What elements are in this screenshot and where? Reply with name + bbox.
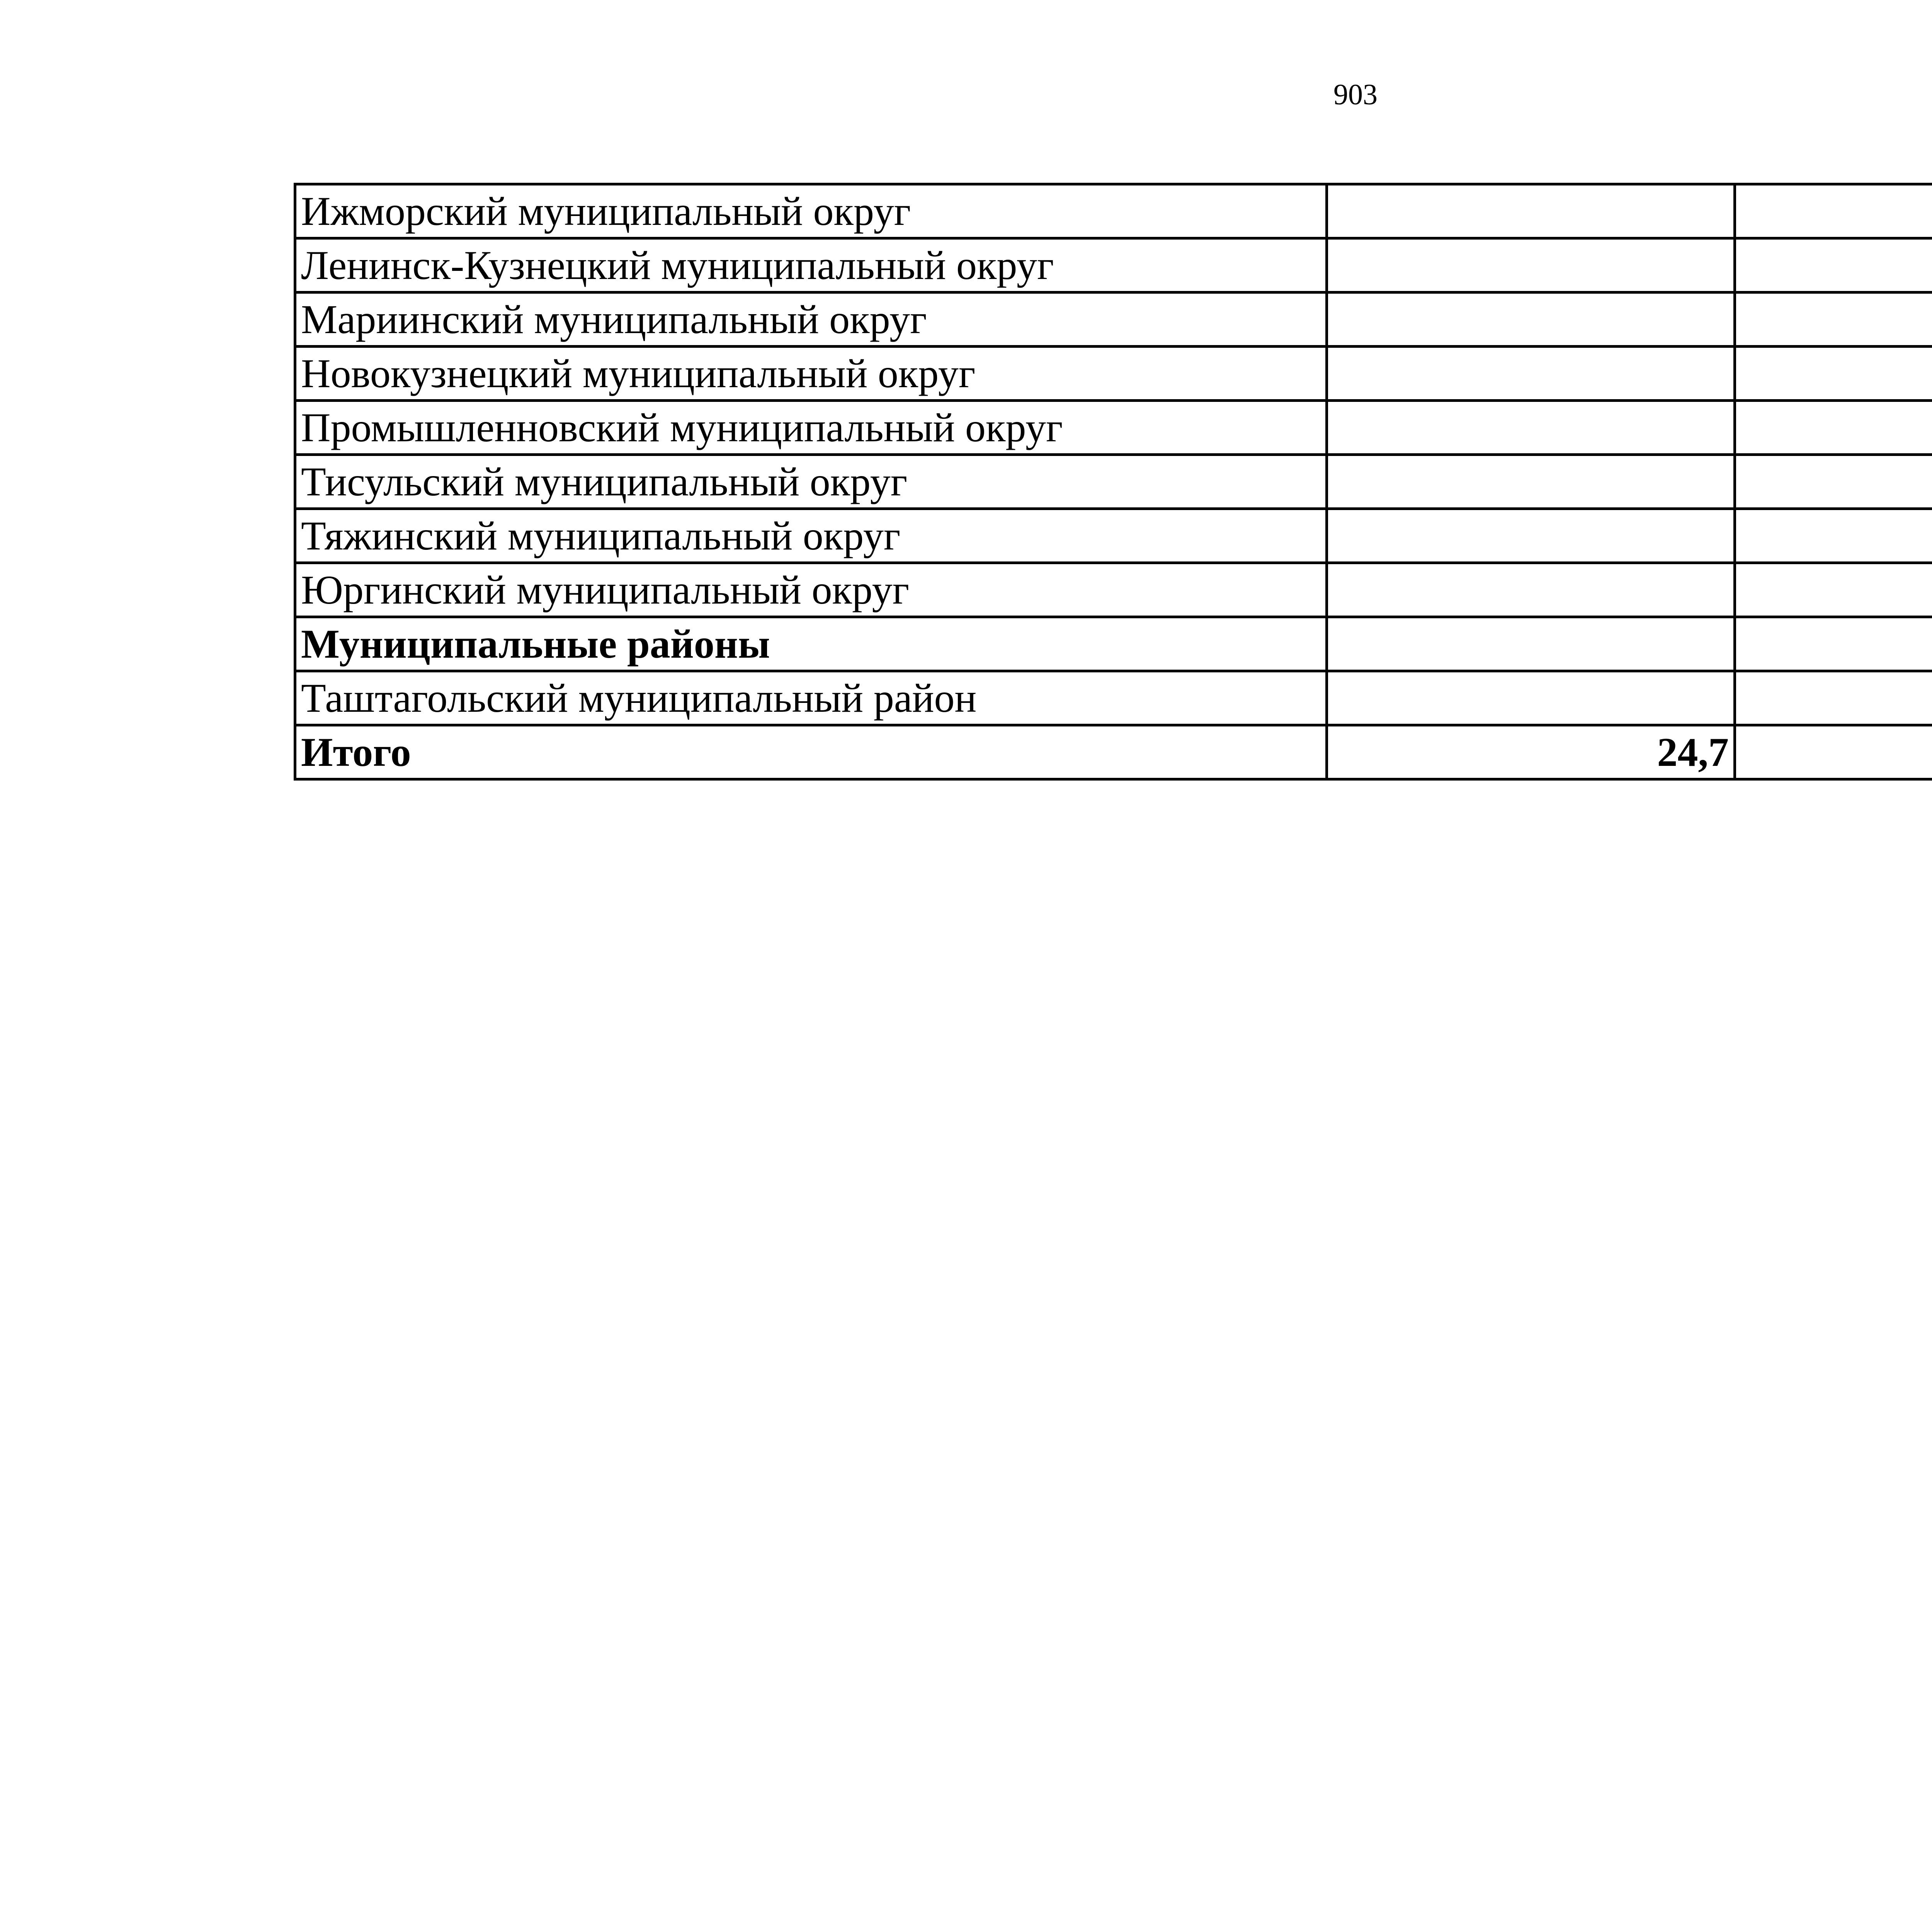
row-name-cell: Тисульский муниципальный округ <box>295 455 1327 509</box>
total-value-cell-2 <box>1735 725 1932 779</box>
data-table <box>294 183 1932 781</box>
table-row <box>295 509 1932 563</box>
table-row <box>295 671 1932 725</box>
value-cell-1 <box>1327 293 1735 347</box>
row-name-cell: Таштагольский муниципальный район <box>295 671 1327 725</box>
value-cell-1 <box>1327 238 1735 293</box>
value-cell-2 <box>1735 509 1932 563</box>
value-cell-2 <box>1735 184 1932 238</box>
row-name-cell: Муниципальные районы <box>295 617 1327 671</box>
value-cell-1 <box>1327 401 1735 455</box>
table-row <box>295 184 1932 238</box>
row-name-cell: Промышленновский муниципальный округ <box>295 401 1327 455</box>
table-row <box>295 563 1932 617</box>
row-name-cell: Юргинский муниципальный округ <box>295 563 1327 617</box>
data-table-container <box>294 183 1932 781</box>
value-cell-1 <box>1327 184 1735 238</box>
table-body <box>295 184 1932 779</box>
value-cell-1 <box>1327 347 1735 401</box>
value-cell-2 <box>1735 563 1932 617</box>
row-name-cell: Ленинск-Кузнецкий муниципальный округ <box>295 238 1327 293</box>
row-name-cell: Мариинский муниципальный округ <box>295 293 1327 347</box>
value-cell-2 <box>1735 455 1932 509</box>
value-cell-1 <box>1327 671 1735 725</box>
value-cell-2 <box>1735 401 1932 455</box>
table-row <box>295 401 1932 455</box>
value-cell-1 <box>1327 617 1735 671</box>
value-cell-1 <box>1327 509 1735 563</box>
table-row <box>295 455 1932 509</box>
value-cell-2 <box>1735 347 1932 401</box>
page-number: 903 <box>1333 78 1378 111</box>
total-label-cell: Итого <box>295 725 1327 779</box>
value-cell-2 <box>1735 617 1932 671</box>
value-cell-1 <box>1327 563 1735 617</box>
row-name-cell: Ижморский муниципальный округ <box>295 184 1327 238</box>
value-cell-2 <box>1735 293 1932 347</box>
table-row <box>295 238 1932 293</box>
table-total-row <box>295 725 1932 779</box>
total-value-cell-1: 24,7 <box>1327 725 1735 779</box>
table-row <box>295 617 1932 671</box>
row-name-cell: Тяжинский муниципальный округ <box>295 509 1327 563</box>
value-cell-2 <box>1735 238 1932 293</box>
value-cell-2 <box>1735 671 1932 725</box>
table-row <box>295 347 1932 401</box>
value-cell-1 <box>1327 455 1735 509</box>
table-row <box>295 293 1932 347</box>
row-name-cell: Новокузнецкий муниципальный округ <box>295 347 1327 401</box>
